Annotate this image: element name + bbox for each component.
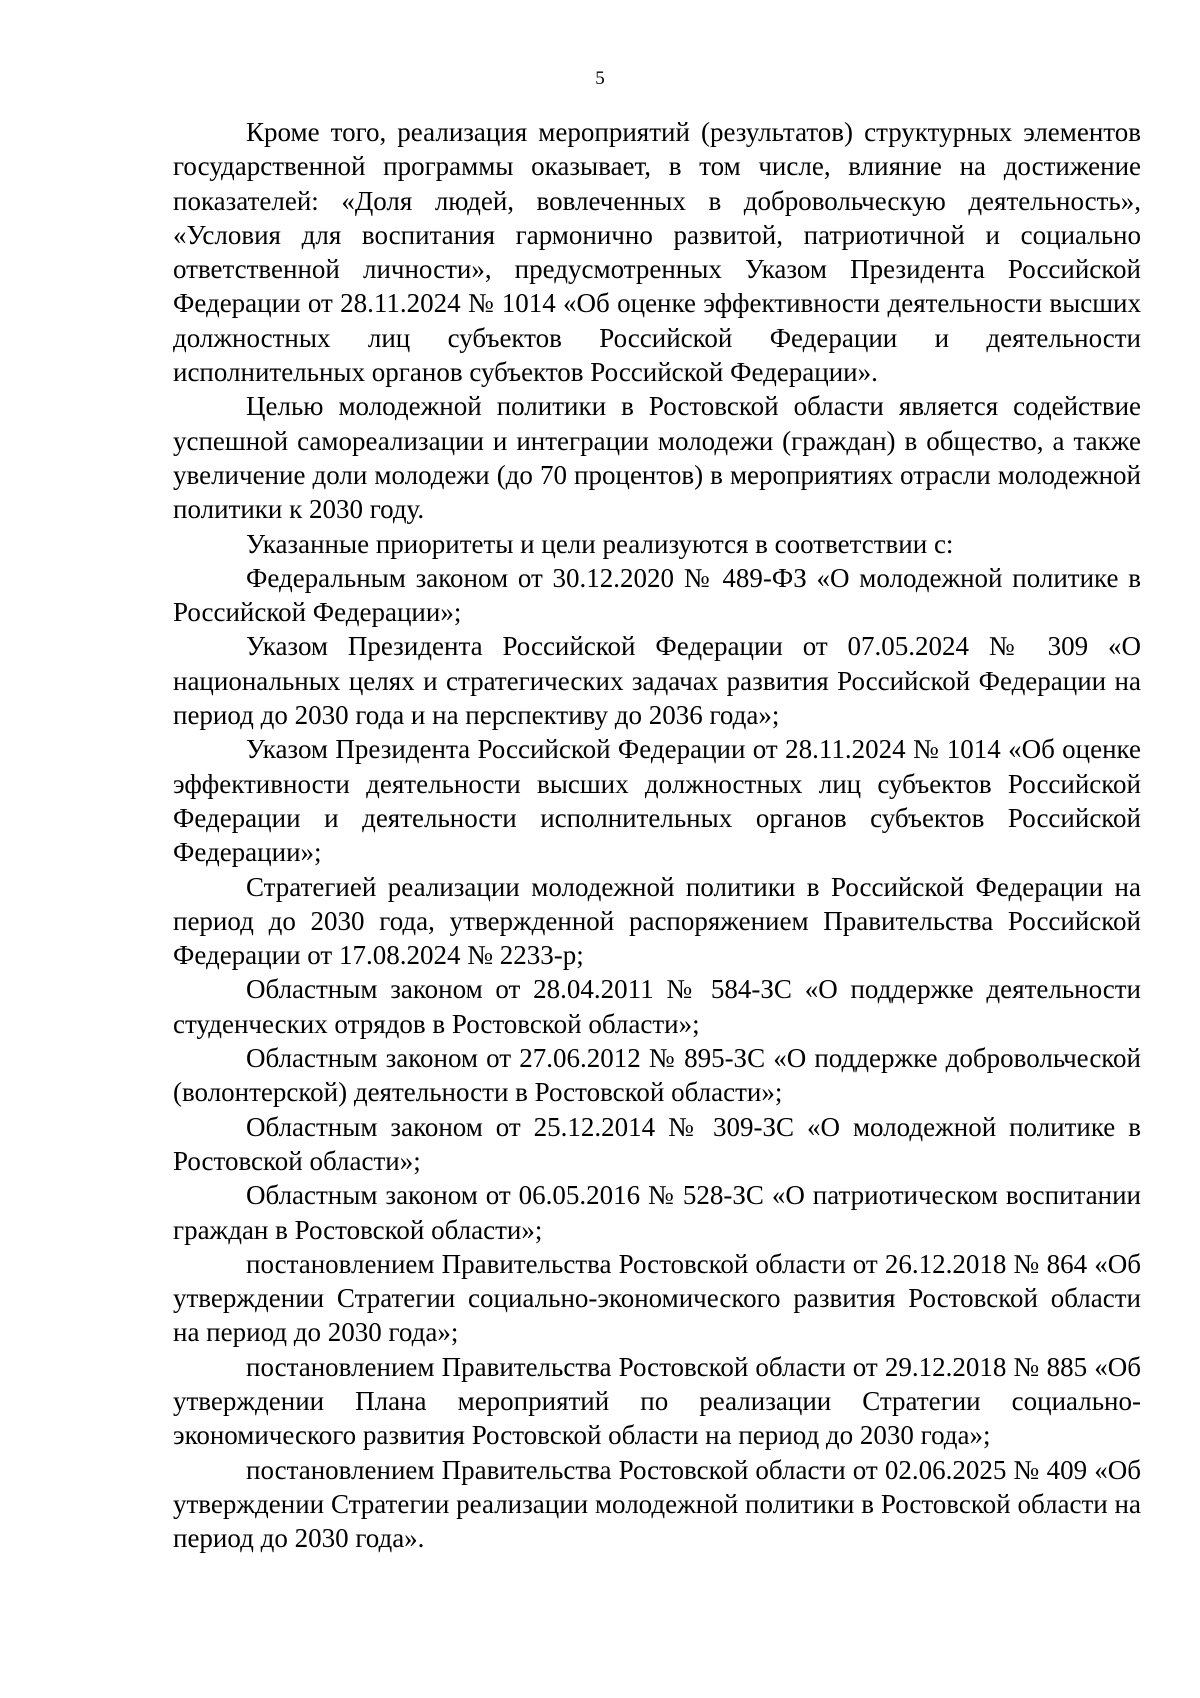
paragraph-legal-basis-intro: Указанные приоритеты и цели реализуются в соответствии с: — [246, 528, 954, 559]
legal-basis-item: Указом Президента Российской Федерации от 07.05.2024 № 309 «О национальных целях и стратегических задачах развития Российской Федерации на период до 2030 года и на перспективу до 2036 года»; — [173, 631, 1141, 731]
legal-basis-item: Стратегией реализации молодежной политики в Российской Федерации на период до 2030 года, утвержденной распоряжением Правительства Российской Федерации от 17.08.2024 № 2233-р; — [173, 871, 1141, 971]
legal-basis-item: Областным законом от 25.12.2014 № 309-ЗС «О молодежной политике в Ростовской области»; — [173, 1111, 1141, 1176]
document-body — [173, 115, 1141, 1555]
paragraph-indicators-influence: Кроме того, реализация мероприятий (результатов) структурных элементов государственной программы оказывает, в том числе, влияние на достижение показателей: «Доля людей, вовлеченных в добровольческую деятельность», «Условия для воспитания гармонично развитой, патриотичной и социально ответственной личности», предусмотренных Указом Президента Российской Федерации от 28.11.2024 № 1014 «Об оценке эффективности деятельности высших должностных лиц субъектов Российской Федерации и деятельности исполнительных органов субъектов Российской Федерации». — [173, 117, 1141, 388]
paragraph-policy-goal: Целью молодежной политики в Ростовской области является содействие успешной самореализации и интеграции молодежи (граждан) в общество, а также увеличение доли молодежи (до 70 процентов) в мероприятиях отрасли молодежной политики к 2030 году. — [173, 391, 1141, 525]
legal-basis-item: Федеральным законом от 30.12.2020 № 489-ФЗ «О молодежной политике в Российской Федерации»; — [173, 562, 1141, 628]
legal-basis-item: постановлением Правительства Ростовской области от 29.12.2018 № 885 «Об утверждении Плана мероприятий по реализации Стратегии социально-экономического развития Ростовской области на период до 2030 года»; — [173, 1351, 1141, 1451]
legal-basis-item: Областным законом от 27.06.2012 № 895-ЗС «О поддержке добровольческой (волонтерской) деятельности в Ростовской области»; — [173, 1043, 1141, 1108]
legal-basis-item: Областным законом от 28.04.2011 № 584-ЗС «О поддержке деятельности студенческих отрядов в Ростовской области»; — [173, 974, 1141, 1039]
legal-basis-item: Областным законом от 06.05.2016 № 528-ЗС «О патриотическом воспитании граждан в Ростовской области»; — [173, 1180, 1141, 1245]
page-number: 5 — [595, 68, 605, 89]
legal-basis-item: Указом Президента Российской Федерации от 28.11.2024 № 1014 «Об оценке эффективности деятельности высших должностных лиц субъектов Российской Федерации и деятельности исполнительных органов субъектов Российской Федерации»; — [173, 734, 1141, 868]
legal-basis-item: постановлением Правительства Ростовской области от 02.06.2025 № 409 «Об утверждении Стратегии реализации молодежной политики в Ростовской области на период до 2030 года». — [173, 1454, 1141, 1554]
legal-basis-item: постановлением Правительства Ростовской области от 26.12.2018 № 864 «Об утверждении Стратегии социально-экономического развития Ростовской области на период до 2030 года»; — [173, 1248, 1141, 1348]
